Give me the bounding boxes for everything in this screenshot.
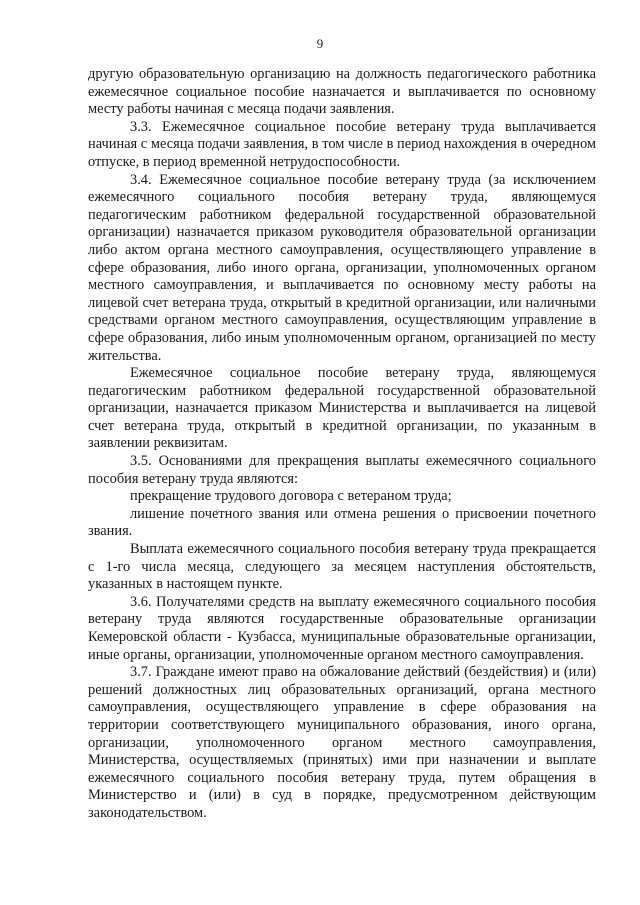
paragraph-continuation: другую образовательную организацию на должность педагогического работника ежемесячное социальное пособие назначается и выплачивается по основному месту работы начиная с месяца подачи заявления.	[88, 66, 596, 118]
paragraph-3-5-item-1: прекращение трудового договора с ветераном труда;	[130, 488, 452, 505]
paragraph-3-5-item-2: лишение почетного звания или отмена решения о присвоении почетного звания.	[88, 505, 596, 540]
paragraph-3-5: 3.5. Основаниями для прекращения выплаты ежемесячного социального пособия ветерану труда являются:	[88, 453, 596, 487]
page-number: 9	[316, 36, 324, 51]
paragraph-3-5-termination: Выплата ежемесячного социального пособия ветерану труда прекращается с 1-го числа месяца, следующего за месяцем наступления обстоятельств, указанных в настоящем пункте.	[88, 541, 596, 593]
paragraph-3-4: 3.4. Ежемесячное социальное пособие ветерану труда (за исключением ежемесячного социального пособия ветерану труда, являющемуся педагогическим работником федеральной государственной образовательной организации) назначается приказом руководителя образовательной организации либо актом органа местного самоуправления, осуществляющего управление в сфере образования, либо иного органа, организации, уполномоченных органом местного самоуправления, и выплачивается по основному месту работы на лицевой счет ветерана труда, открытый в кредитной организации, или наличными средствами органом местного самоуправления, осуществляющим управление в сфере образования, либо иным уполномоченным органом, организацией по месту жительства.	[88, 171, 596, 364]
paragraph-3-7: 3.7. Граждане имеют право на обжалование действий (бездействия) и (или) решений должностных лиц образовательных организаций, органа местного самоуправления, осуществляющего управление в сфере образования на территории соответствующего муниципального образования, иного органа, организации, уполномоченного органом местного самоуправления, Министерства, осуществляемых (принятых) ими при назначении и выплате ежемесячного социального пособия ветерану труда, путем обращения в Министерство и (или) в суд в порядке, предусмотренном действующим законодательством.	[88, 664, 596, 821]
paragraph-3-3: 3.3. Ежемесячное социальное пособие ветерану труда выплачивается начиная с месяца подачи заявления, в том числе в период нахождения в очередном отпуске, в период временной нетрудоспособности.	[88, 118, 596, 170]
paragraph-3-6: 3.6. Получателями средств на выплату ежемесячного социального пособия ветерану труда являются государственные образовательные организации Кемеровской области - Кузбасса, муниципальные образовательные организации, иные органы, организации, уполномоченные органом местного самоуправления.	[88, 593, 596, 663]
paragraph-3-4-federal: Ежемесячное социальное пособие ветерану труда, являющемуся педагогическим работником федеральной государственной образовательной организации, назначается приказом Министерства и выплачивается на лицевой счет ветерана труда, открытый в кредитной организации, по указанным в заявлении реквизитам.	[88, 365, 596, 452]
